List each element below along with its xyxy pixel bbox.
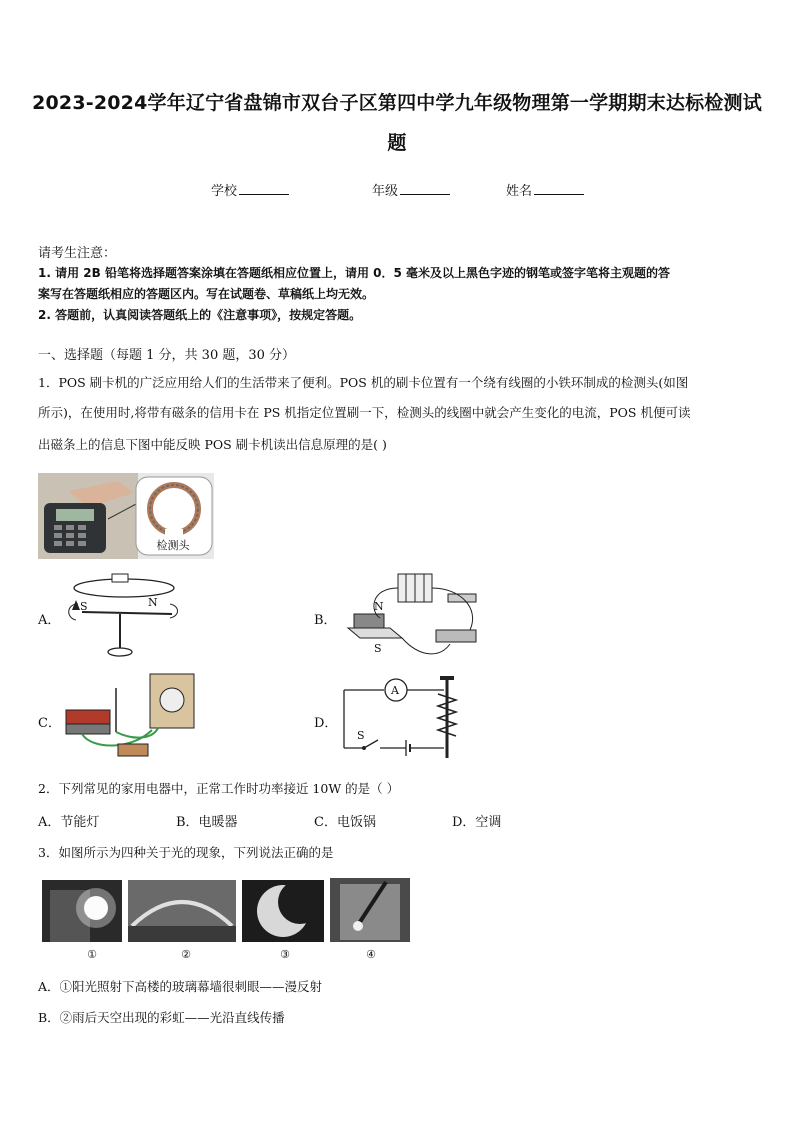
q3-photo-4 <box>330 878 410 942</box>
q3-label-3: ③ <box>280 948 290 961</box>
section-heading: 一、选择题（每题 1 分，共 30 题，30 分） <box>38 348 296 363</box>
option-a-n-label: N <box>148 596 158 609</box>
q3-photo-3 <box>242 880 324 942</box>
option-a-compass-figure <box>62 570 192 662</box>
option-a-s-label: S <box>80 600 88 613</box>
notice-item1a: 1. 请用 2B 铅笔将选择题答案涂填在答题纸相应位置上，请用 0．5 毫米及以上黑色字迹的钢笔或签字笔将主观题的答 <box>38 266 670 280</box>
ammeter-label: A <box>391 684 399 697</box>
grade-field: 年级 <box>372 180 450 199</box>
option-c-generator-figure <box>62 670 202 762</box>
notice-item1b: 案写在答题纸相应的答题区内。写在试题卷、草稿纸上均无效。 <box>38 287 375 301</box>
school-field: 学校 <box>211 180 289 199</box>
q2-option-a: A．节能灯 <box>38 815 100 830</box>
q2-stem: 2．下列常见的家用电器中，正常工作时功率接近 10W 的是（ ） <box>38 781 400 796</box>
exam-title-line2: 题 <box>387 132 407 154</box>
q3-stem: 3．如图所示为四种关于光的现象，下列说法正确的是 <box>38 845 334 860</box>
q3-label-2: ② <box>181 948 191 961</box>
q1-option-a-label: A． <box>38 613 61 628</box>
q3-option-b: B．②雨后天空出现的彩虹——光沿直线传播 <box>38 1010 285 1025</box>
option-b-s-label: S <box>374 642 382 655</box>
exam-title-line1: 2023-2024学年辽宁省盘锦市双台子区第四中学九年级物理第一学期期末达标检测试 <box>32 92 762 114</box>
name-field: 姓名 <box>506 180 584 199</box>
q1-line3: 出磁条上的信息下图中能反映 POS 刷卡机读出信息原理的是( ) <box>38 437 387 452</box>
q2-option-c: C．电饭锅 <box>314 815 376 830</box>
q3-label-4: ④ <box>366 948 376 961</box>
notice-item2: 2. 答题前，认真阅读答题纸上的《注意事项》，按规定答题。 <box>38 308 362 322</box>
q3-photo-2 <box>128 880 236 942</box>
q3-label-1: ① <box>87 948 97 961</box>
q3-option-a: A．①阳光照射下高楼的玻璃幕墙很刺眼——漫反射 <box>38 979 323 994</box>
option-d-circuit-figure <box>340 670 470 762</box>
q1-option-d-label: D． <box>314 716 338 731</box>
q2-option-b: B．电暖器 <box>176 815 238 830</box>
option-b-n-label: N <box>374 600 384 613</box>
q2-option-d: D．空调 <box>452 815 502 830</box>
detector-caption: 检测头 <box>156 539 190 552</box>
option-b-motor-figure <box>340 568 490 664</box>
q1-option-b-label: B． <box>314 613 337 628</box>
notice-heading: 请考生注意： <box>38 246 117 261</box>
option-d-switch-label: S <box>357 729 365 742</box>
q1-line1: 1．POS 刷卡机的广泛应用给人们的生活带来了便利。POS 机的刷卡位置有一个绕有线圈的小铁环制成的检测头(如图 <box>38 375 689 390</box>
q1-option-c-label: C． <box>38 716 61 731</box>
q3-photo-1 <box>42 880 122 942</box>
q1-line2: 所示)，在使用时,将带有磁条的信用卡在 PS 机指定位置刷一下，检测头的线圈中就会产生变化的电流，POS 机便可读 <box>38 405 691 420</box>
